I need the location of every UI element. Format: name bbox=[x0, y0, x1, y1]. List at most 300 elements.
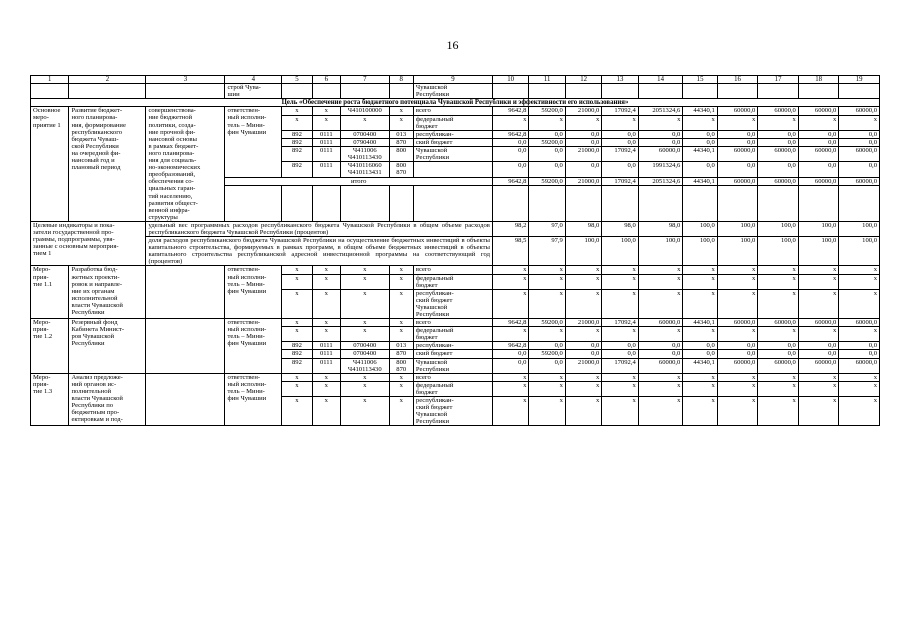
year-value: x bbox=[839, 397, 880, 426]
section-code: x bbox=[312, 319, 340, 327]
year-value: x bbox=[758, 274, 799, 289]
year-value: x bbox=[758, 373, 799, 381]
year-value: x bbox=[798, 373, 839, 381]
sub-activity-link bbox=[146, 373, 225, 426]
section-code: 0111 bbox=[312, 350, 340, 358]
year-value: x bbox=[683, 397, 717, 426]
section-code: x bbox=[312, 381, 340, 396]
year-value: 60000,0 bbox=[758, 147, 799, 162]
indicator-value: 98,0 bbox=[602, 221, 638, 236]
table-cell bbox=[282, 185, 312, 221]
total-value: 17092,4 bbox=[602, 177, 638, 185]
column-number-10: 10 bbox=[492, 76, 528, 84]
table-cell bbox=[340, 185, 389, 221]
indicator-row bbox=[31, 221, 880, 236]
section-code: x bbox=[312, 274, 340, 289]
year-value: 0,0 bbox=[602, 138, 638, 146]
funding-source: всего bbox=[413, 319, 492, 327]
year-value: 0,0 bbox=[565, 350, 601, 358]
year-value: 17092,4 bbox=[602, 147, 638, 162]
funding-source: республикан- ский бюджет Чувашской Республики bbox=[413, 289, 492, 318]
year-value: 60000,0 bbox=[758, 358, 799, 373]
table-cell bbox=[529, 84, 565, 99]
grbs-code: x bbox=[282, 327, 312, 342]
year-value: x bbox=[602, 327, 638, 342]
year-value: x bbox=[839, 373, 880, 381]
target-article-code: x bbox=[340, 274, 389, 289]
indicator-value: 100,0 bbox=[758, 221, 799, 236]
total-value: 9642,8 bbox=[492, 177, 528, 185]
expense-type-code: 013 bbox=[389, 130, 413, 138]
year-value: 0,0 bbox=[683, 350, 717, 358]
column-number-3: 3 bbox=[146, 76, 225, 84]
year-value: 0,0 bbox=[717, 342, 758, 350]
total-value: 60000,0 bbox=[758, 177, 799, 185]
target-article-code: x bbox=[340, 266, 389, 274]
funding-source: всего bbox=[413, 107, 492, 115]
column-number-4: 4 bbox=[225, 76, 282, 84]
year-value: 44340,1 bbox=[683, 358, 717, 373]
year-value: 59200,0 bbox=[529, 350, 565, 358]
year-value: 21000,0 bbox=[565, 319, 601, 327]
column-number-19: 19 bbox=[839, 76, 880, 84]
table-cell bbox=[839, 84, 880, 99]
table-cell bbox=[492, 84, 528, 99]
year-value: 0,0 bbox=[683, 162, 717, 177]
expense-type-code: x bbox=[389, 373, 413, 381]
table-cell bbox=[839, 185, 880, 221]
year-value: x bbox=[529, 115, 565, 130]
column-number-5: 5 bbox=[282, 76, 312, 84]
year-value: x bbox=[492, 266, 528, 274]
total-label: итого bbox=[225, 177, 492, 185]
grbs-code: 892 bbox=[282, 162, 312, 177]
year-value: x bbox=[798, 327, 839, 342]
table-cell bbox=[758, 84, 799, 99]
expense-type-code: x bbox=[389, 274, 413, 289]
year-value: x bbox=[492, 397, 528, 426]
indicator-text: удельный вес программных расходов республиканского бюджета Чувашской Республики в общем объеме расходов республиканского бюджета Чувашской Республики (процентов) bbox=[146, 221, 492, 236]
year-value: 0,0 bbox=[492, 350, 528, 358]
year-value: 60000,0 bbox=[798, 107, 839, 115]
grbs-code: x bbox=[282, 274, 312, 289]
year-value: x bbox=[839, 274, 880, 289]
column-number-13: 13 bbox=[602, 76, 638, 84]
section-code: 0111 bbox=[312, 130, 340, 138]
grbs-code: 892 bbox=[282, 147, 312, 162]
year-value: x bbox=[758, 397, 799, 426]
year-value: 9642,8 bbox=[492, 130, 528, 138]
sub-activity-name: Резервный фонд Кабинета Минист- ров Чувашской Республики bbox=[69, 319, 146, 374]
year-value: x bbox=[492, 274, 528, 289]
program-table bbox=[30, 75, 880, 426]
responsible-executor: ответствен- ный исполни- тель – Мини- фин Чувашии bbox=[225, 266, 282, 319]
sub-activity-name: Анализ предложе- ний органов ис- полнительной власти Чувашской Республики по бюджетным про- ектировкам и под- bbox=[69, 373, 146, 426]
year-value: 0,0 bbox=[529, 162, 565, 177]
funding-source: федеральный бюджет bbox=[413, 274, 492, 289]
year-value: x bbox=[638, 381, 683, 396]
total-value: 2051324,6 bbox=[638, 177, 683, 185]
total-value: 60000,0 bbox=[717, 177, 758, 185]
year-value: x bbox=[565, 327, 601, 342]
target-article-code: x bbox=[340, 289, 389, 318]
year-value: x bbox=[758, 289, 799, 318]
column-number-8: 8 bbox=[389, 76, 413, 84]
indicator-value: 100,0 bbox=[798, 221, 839, 236]
year-value: 0,0 bbox=[529, 147, 565, 162]
year-value: 17092,4 bbox=[602, 319, 638, 327]
year-value: x bbox=[839, 381, 880, 396]
year-value: x bbox=[683, 115, 717, 130]
grbs-code: 892 bbox=[282, 138, 312, 146]
funding-source: республикан- ский бюджет Чувашской Республики bbox=[413, 397, 492, 426]
year-value: x bbox=[717, 274, 758, 289]
year-value: 0,0 bbox=[565, 162, 601, 177]
year-value: x bbox=[839, 327, 880, 342]
year-value: 60000,0 bbox=[717, 147, 758, 162]
year-value: x bbox=[492, 373, 528, 381]
section-code: 0111 bbox=[312, 162, 340, 177]
expense-type-code: x bbox=[389, 115, 413, 130]
grbs-code: x bbox=[282, 319, 312, 327]
table-cell bbox=[529, 185, 565, 221]
year-value: 1991324,6 bbox=[638, 162, 683, 177]
activity-label: Основное меро- приятие 1 bbox=[31, 107, 69, 222]
year-value: 0,0 bbox=[758, 138, 799, 146]
table-cell bbox=[389, 84, 413, 99]
funding-source: федеральный бюджет bbox=[413, 381, 492, 396]
expense-type-code: 800 bbox=[389, 147, 413, 162]
year-value: 0,0 bbox=[839, 138, 880, 146]
year-value: 44340,1 bbox=[683, 147, 717, 162]
goal-row bbox=[31, 99, 880, 107]
year-value: x bbox=[717, 289, 758, 318]
indicator-value: 100,0 bbox=[717, 221, 758, 236]
year-value: 0,0 bbox=[839, 350, 880, 358]
table-cell bbox=[492, 185, 528, 221]
year-value: x bbox=[683, 327, 717, 342]
funding-source: всего bbox=[413, 266, 492, 274]
target-article-code: x bbox=[340, 397, 389, 426]
indicator-text: доля расходов республиканского бюджета Чувашской Республики на осуществление бюджетных инвестиций в объекты капитального строительства, формируемых в рамках программ, в общем объеме бюджетных инвестиций в объекты капитального строительства республиканской адресной инвестиционной программы на соответствующий год (процентов) bbox=[146, 237, 492, 266]
year-value: x bbox=[638, 274, 683, 289]
funding-source: ский бюджет bbox=[413, 350, 492, 358]
section-code: 0111 bbox=[312, 342, 340, 350]
year-value: x bbox=[565, 274, 601, 289]
table-cell bbox=[389, 185, 413, 221]
year-value: 0,0 bbox=[638, 342, 683, 350]
year-value: 0,0 bbox=[798, 162, 839, 177]
sub-activity-name: Разработка бюд- жетных проекти- ровок и направле- ние их органам исполнительной власти Чувашской Республики bbox=[69, 266, 146, 319]
funding-source: республикан- bbox=[413, 130, 492, 138]
year-value: x bbox=[717, 397, 758, 426]
year-value: x bbox=[602, 266, 638, 274]
carry-over-row bbox=[31, 84, 880, 99]
year-value: 0,0 bbox=[529, 358, 565, 373]
carry-col9: Чувашской Республики bbox=[413, 84, 492, 99]
year-value: 59200,0 bbox=[529, 107, 565, 115]
section-code: 0111 bbox=[312, 147, 340, 162]
page-number: 16 bbox=[446, 38, 459, 52]
total-value: 59200,0 bbox=[529, 177, 565, 185]
year-value: 0,0 bbox=[839, 342, 880, 350]
year-value: 21000,0 bbox=[565, 107, 601, 115]
sub-activity-link bbox=[146, 266, 225, 319]
year-value: x bbox=[798, 115, 839, 130]
year-value: 60000,0 bbox=[839, 107, 880, 115]
sub-activity-label: Меро- прия- тие 1.2 bbox=[31, 319, 69, 374]
indicator-value: 98,2 bbox=[492, 221, 528, 236]
year-value: 0,0 bbox=[683, 342, 717, 350]
year-value: 0,0 bbox=[758, 342, 799, 350]
sub-activity-row bbox=[31, 319, 880, 327]
year-value: x bbox=[683, 373, 717, 381]
target-article-code: Ч410100000 bbox=[340, 107, 389, 115]
year-value: 60000,0 bbox=[798, 319, 839, 327]
column-number-11: 11 bbox=[529, 76, 565, 84]
year-value: 0,0 bbox=[758, 162, 799, 177]
year-value: x bbox=[565, 115, 601, 130]
indicator-value: 100,0 bbox=[717, 237, 758, 266]
table-cell bbox=[225, 185, 282, 221]
year-value: 59200,0 bbox=[529, 138, 565, 146]
indicator-value: 100,0 bbox=[758, 237, 799, 266]
goal-title: Цель «Обеспечение роста бюджетного потенциала Чувашской Республики и эффективности его использования» bbox=[31, 99, 880, 107]
column-number-14: 14 bbox=[638, 76, 683, 84]
grbs-code: 892 bbox=[282, 350, 312, 358]
year-value: x bbox=[638, 115, 683, 130]
indicator-value: 100,0 bbox=[565, 237, 601, 266]
target-article-code: Ч411006 Ч410113430 bbox=[340, 147, 389, 162]
year-value: 0,0 bbox=[565, 342, 601, 350]
total-value: 21000,0 bbox=[565, 177, 601, 185]
table-cell bbox=[312, 185, 340, 221]
funding-source: федеральный бюджет bbox=[413, 115, 492, 130]
year-value: x bbox=[492, 381, 528, 396]
target-article-code: x bbox=[340, 373, 389, 381]
indicator-value: 98,5 bbox=[492, 237, 528, 266]
year-value: 60000,0 bbox=[839, 147, 880, 162]
year-value: 0,0 bbox=[602, 162, 638, 177]
table-cell bbox=[31, 84, 69, 99]
expense-type-code: x bbox=[389, 327, 413, 342]
year-value: x bbox=[529, 289, 565, 318]
activity-link: совершенствова- ние бюджетной политики, созда- ние прочной фи- нансовой основы в рамках бюджет- ного планирова- ния для социаль- но-экономических преобразований, обеспечения со- циальных гаран- тий населению, развития общест- венной инфра- структуры bbox=[146, 107, 225, 222]
year-value: x bbox=[638, 327, 683, 342]
target-article-code: x bbox=[340, 381, 389, 396]
column-number-7: 7 bbox=[340, 76, 389, 84]
year-value: x bbox=[798, 266, 839, 274]
year-value: 60000,0 bbox=[638, 358, 683, 373]
year-value: 0,0 bbox=[839, 162, 880, 177]
year-value: x bbox=[717, 373, 758, 381]
year-value: x bbox=[638, 397, 683, 426]
table-cell bbox=[565, 185, 601, 221]
year-value: 0,0 bbox=[798, 350, 839, 358]
expense-type-code: 870 bbox=[389, 138, 413, 146]
column-number-1: 1 bbox=[31, 76, 69, 84]
year-value: x bbox=[717, 327, 758, 342]
grbs-code: 892 bbox=[282, 130, 312, 138]
expense-type-code: x bbox=[389, 289, 413, 318]
year-value: 60000,0 bbox=[717, 319, 758, 327]
indicators-label: Целевые индикаторы и пока- затели государственной про- граммы, подпрограммы, увя- занные с основным мероприя- тием 1 bbox=[31, 221, 146, 266]
grbs-code: x bbox=[282, 397, 312, 426]
year-value: x bbox=[529, 327, 565, 342]
table-cell bbox=[69, 84, 146, 99]
year-value: x bbox=[839, 115, 880, 130]
year-value: x bbox=[717, 115, 758, 130]
column-number-15: 15 bbox=[683, 76, 717, 84]
expense-type-code: x bbox=[389, 266, 413, 274]
target-article-code: 0700400 bbox=[340, 350, 389, 358]
indicator-value: 100,0 bbox=[683, 221, 717, 236]
activity-name: Развитие бюджет- ного планирова- ния, формирование республиканского бюджета Чуваш- ской Республики на очередной фи- нансовый год и плановый период bbox=[69, 107, 146, 222]
year-value: x bbox=[758, 115, 799, 130]
expense-type-code: 013 bbox=[389, 342, 413, 350]
responsible-executor: ответствен- ный исполни- тель – Мини- фин Чувашии bbox=[225, 319, 282, 374]
year-value: x bbox=[798, 289, 839, 318]
year-value: 60000,0 bbox=[638, 147, 683, 162]
grbs-code: 892 bbox=[282, 358, 312, 373]
funding-source: Чувашской Республики bbox=[413, 147, 492, 162]
year-value: 0,0 bbox=[717, 350, 758, 358]
section-code: x bbox=[312, 266, 340, 274]
year-value: 0,0 bbox=[758, 130, 799, 138]
indicator-value: 97,9 bbox=[529, 237, 565, 266]
year-value: x bbox=[839, 266, 880, 274]
main-activity-row bbox=[31, 107, 880, 115]
year-value: 60000,0 bbox=[798, 358, 839, 373]
indicator-value: 100,0 bbox=[602, 237, 638, 266]
column-number-9: 9 bbox=[413, 76, 492, 84]
year-value: 21000,0 bbox=[565, 358, 601, 373]
year-value: 0,0 bbox=[798, 130, 839, 138]
table-cell bbox=[340, 84, 389, 99]
year-value: 21000,0 bbox=[565, 147, 601, 162]
year-value: x bbox=[529, 266, 565, 274]
table-cell bbox=[638, 185, 683, 221]
grbs-code: x bbox=[282, 115, 312, 130]
target-article-code: 0700400 bbox=[340, 342, 389, 350]
table-cell bbox=[638, 84, 683, 99]
table-cell bbox=[683, 185, 717, 221]
year-value: x bbox=[638, 266, 683, 274]
year-value: 60000,0 bbox=[717, 107, 758, 115]
table-cell bbox=[565, 84, 601, 99]
table-cell bbox=[312, 84, 340, 99]
sub-activity-label: Меро- прия- тие 1.1 bbox=[31, 266, 69, 319]
year-value: x bbox=[565, 381, 601, 396]
year-value: 17092,4 bbox=[602, 107, 638, 115]
grbs-code: x bbox=[282, 107, 312, 115]
section-code: x bbox=[312, 373, 340, 381]
responsible-executor: ответствен- ный исполни- тель – Мини- фин Чувашии bbox=[225, 107, 282, 177]
indicator-value: 100,0 bbox=[798, 237, 839, 266]
year-value: x bbox=[565, 373, 601, 381]
section-code: x bbox=[312, 327, 340, 342]
year-value: x bbox=[529, 397, 565, 426]
year-value: 0,0 bbox=[602, 130, 638, 138]
expense-type-code: 870 bbox=[389, 350, 413, 358]
year-value: x bbox=[638, 373, 683, 381]
table-cell bbox=[413, 185, 492, 221]
indicator-row bbox=[31, 237, 880, 266]
year-value: 60000,0 bbox=[839, 319, 880, 327]
column-number-18: 18 bbox=[798, 76, 839, 84]
year-value: x bbox=[758, 327, 799, 342]
funding-source: всего bbox=[413, 373, 492, 381]
funding-source: республикан- bbox=[413, 342, 492, 350]
table-cell bbox=[798, 185, 839, 221]
indicator-value: 97,0 bbox=[529, 221, 565, 236]
year-value: 0,0 bbox=[717, 130, 758, 138]
expense-type-code: 800 870 bbox=[389, 358, 413, 373]
year-value: 0,0 bbox=[717, 138, 758, 146]
table-cell bbox=[683, 84, 717, 99]
table-cell bbox=[798, 84, 839, 99]
column-number-12: 12 bbox=[565, 76, 601, 84]
expense-type-code: x bbox=[389, 319, 413, 327]
section-code: x bbox=[312, 107, 340, 115]
year-value: x bbox=[798, 381, 839, 396]
expense-type-code: x bbox=[389, 397, 413, 426]
expense-type-code: x bbox=[389, 107, 413, 115]
table-cell bbox=[146, 84, 225, 99]
year-value: x bbox=[565, 266, 601, 274]
table-cell bbox=[758, 185, 799, 221]
grbs-code: x bbox=[282, 381, 312, 396]
target-article-code: 0700400 bbox=[340, 130, 389, 138]
year-value: x bbox=[565, 289, 601, 318]
year-value: x bbox=[683, 289, 717, 318]
year-value: x bbox=[492, 289, 528, 318]
year-value: x bbox=[638, 289, 683, 318]
year-value: 60000,0 bbox=[717, 358, 758, 373]
year-value: 0,0 bbox=[638, 130, 683, 138]
grbs-code: 892 bbox=[282, 342, 312, 350]
year-value: 0,0 bbox=[638, 350, 683, 358]
target-article-code: Ч411006 Ч410113430 bbox=[340, 358, 389, 373]
year-value: x bbox=[529, 274, 565, 289]
table-cell bbox=[717, 84, 758, 99]
year-value: 44340,1 bbox=[683, 107, 717, 115]
target-article-code: Ч410116060 Ч410113431 bbox=[340, 162, 389, 177]
sub-activity-link bbox=[146, 319, 225, 374]
year-value: 59200,0 bbox=[529, 319, 565, 327]
year-value: x bbox=[602, 115, 638, 130]
year-value: 0,0 bbox=[798, 342, 839, 350]
header-row bbox=[31, 76, 880, 84]
total-value: 60000,0 bbox=[798, 177, 839, 185]
year-value: 44340,1 bbox=[683, 319, 717, 327]
year-value: 0,0 bbox=[602, 350, 638, 358]
funding-source bbox=[413, 162, 492, 177]
responsible-executor: ответствен- ный исполни- тель – Мини- фин Чувашии bbox=[225, 373, 282, 426]
grbs-code: x bbox=[282, 266, 312, 274]
expense-type-code: 800 870 bbox=[389, 162, 413, 177]
year-value: x bbox=[529, 381, 565, 396]
year-value: x bbox=[683, 274, 717, 289]
year-value: x bbox=[758, 381, 799, 396]
funding-source: ский бюджет bbox=[413, 138, 492, 146]
expense-type-code: x bbox=[389, 381, 413, 396]
year-value: 0,0 bbox=[565, 138, 601, 146]
column-number-2: 2 bbox=[69, 76, 146, 84]
carry-col4: строй Чува- шии bbox=[225, 84, 282, 99]
table-cell bbox=[282, 84, 312, 99]
target-article-code: x bbox=[340, 327, 389, 342]
